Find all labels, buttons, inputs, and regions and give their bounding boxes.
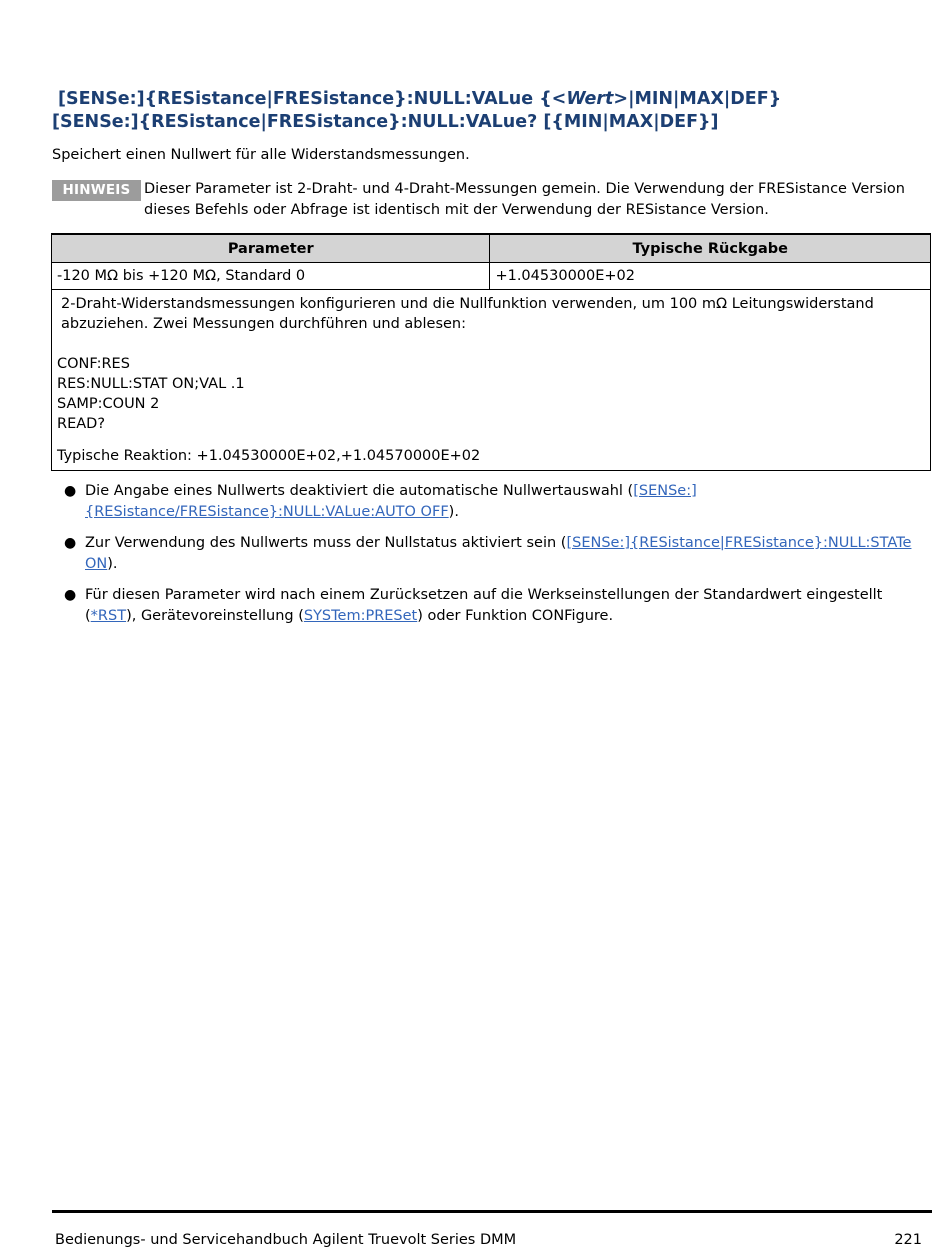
list-text: ). (107, 556, 118, 572)
example-row (52, 290, 931, 471)
list-item (52, 585, 932, 627)
spacer (57, 334, 925, 354)
list-text: ). (448, 504, 459, 520)
list-item (52, 481, 932, 523)
list-text: ) oder Funktion CONFigure. (417, 608, 614, 624)
link-null-state[interactable]: [SENSe:]{RESistance|FRESistance}:NULL:STATe ON (85, 535, 912, 572)
column-header-return: Typische Rückgabe (490, 234, 931, 263)
note-text: Dieser Parameter ist 2-Draht- und 4-Draht-Messungen gemein. Die Verwendung der FRESistance Version dieses Befehls oder Abfrage ist identisch mit der Verwendung der RESistance Version. (144, 181, 905, 218)
syntax-placeholder: Wert (566, 89, 614, 109)
note-badge: HINWEIS (52, 180, 141, 201)
command-syntax-set (52, 88, 932, 111)
bullet-icon: ● (64, 483, 77, 499)
list-text: ), Gerätevoreinstellung ( (126, 608, 304, 624)
list-text: Die Angabe eines Nullwerts deaktiviert die automatische Nullwertauswahl ( (85, 483, 634, 499)
example-description: 2-Draht-Widerstandsmessungen konfigurieren und die Nullfunktion verwenden, um 100 mΩ Leitungswiderstand abzuziehen. Zwei Messungen durchführen und ablesen: (61, 296, 874, 332)
table-row (52, 263, 931, 290)
notes-list (52, 481, 932, 637)
page-number: 221 (894, 1232, 922, 1248)
bullet-icon: ● (64, 535, 77, 551)
column-header-parameter: Parameter (52, 234, 490, 263)
list-text: Für diesen Parameter wird nach einem Zurücksetzen auf die Werkseinstellungen der Standardwert eingestellt ( (85, 587, 883, 624)
parameter-table (51, 233, 931, 471)
example-code-line: READ? (57, 416, 106, 432)
return-cell: +1.04530000E+02 (490, 263, 931, 290)
list-item (52, 533, 932, 575)
link-system-preset[interactable]: SYSTem:PRESet (303, 608, 418, 624)
example-response: Typische Reaktion: +1.04530000E+02,+1.04570000E+02 (57, 448, 481, 464)
link-rst[interactable]: *RST (90, 608, 127, 624)
example-cell (52, 290, 931, 471)
syntax-part: >|MIN|MAX|DEF} (613, 89, 782, 109)
intro-text: Speichert einen Nullwert für alle Widerstandsmessungen. (52, 147, 470, 163)
bullet-icon: ● (64, 587, 77, 603)
example-code-line: CONF:RES (57, 356, 130, 372)
link-null-value-auto[interactable]: [SENSe:]{RESistance/FRESistance}:NULL:VALue:AUTO OFF (85, 483, 697, 520)
list-text: Zur Verwendung des Nullwerts muss der Nullstatus aktiviert sein ( (85, 535, 567, 551)
footer-title: Bedienungs- und Servicehandbuch Agilent Truevolt Series DMM (55, 1232, 517, 1248)
table-header-row (52, 234, 931, 263)
parameter-cell: -120 MΩ bis +120 MΩ, Standard 0 (52, 263, 490, 290)
syntax-part: [SENSe:]{RESistance|FRESistance}:NULL:VALue {< (58, 89, 567, 109)
example-code-line: SAMP:COUN 2 (57, 396, 160, 412)
footer-rule (52, 1210, 932, 1213)
command-heading (52, 88, 932, 134)
note-block (52, 179, 932, 221)
example-code-line: RES:NULL:STAT ON;VAL .1 (57, 376, 245, 392)
command-syntax-query: [SENSe:]{RESistance|FRESistance}:NULL:VALue? [{MIN|MAX|DEF}] (52, 112, 719, 132)
spacer (57, 434, 925, 446)
